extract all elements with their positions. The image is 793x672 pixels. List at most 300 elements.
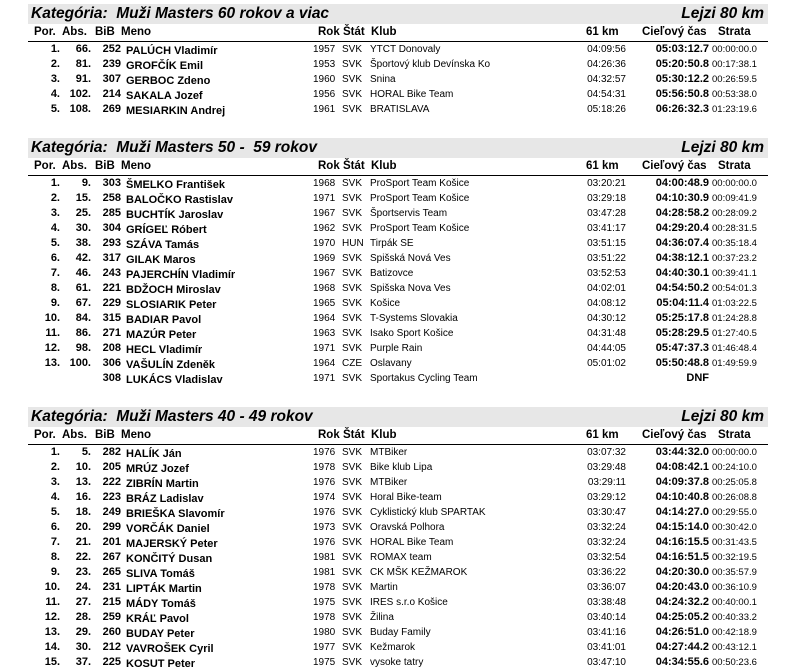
split-time-cell: 04:02:01: [587, 283, 626, 294]
birth-year-cell: 1971: [313, 193, 336, 204]
club-cell: Cyklistický klub SPARTAK: [370, 507, 486, 518]
split-time-cell: 04:08:12: [587, 298, 626, 309]
split-time-cell: 03:32:54: [587, 552, 626, 563]
bib-cell: 229: [102, 297, 121, 309]
rider-name-cell: LUKÁCS Vladislav: [126, 374, 223, 386]
bib-cell: 269: [102, 103, 121, 115]
rank-cell: 10.: [44, 581, 60, 593]
category-title: Kategória: Muži Masters 40 - 49 rokov: [31, 408, 313, 425]
rider-name-cell: MESIARKIN Andrej: [126, 105, 226, 117]
time-gap-cell: 00:39:41.1: [712, 268, 757, 279]
overall-rank-cell: 21.: [75, 536, 91, 548]
rank-cell: 5.: [50, 103, 60, 115]
result-row: [28, 475, 768, 490]
rank-cell: 5.: [50, 506, 60, 518]
time-gap-cell: 00:00:00.0: [712, 447, 757, 458]
finish-time-cell: 03:44:32.0: [655, 446, 709, 458]
country-cell: SVK: [342, 597, 363, 608]
col-abs: Abs.: [62, 429, 87, 441]
split-time-cell: 03:32:24: [587, 537, 626, 548]
club-cell: Horal Bike-team: [370, 492, 442, 503]
bib-cell: 299: [102, 521, 121, 533]
overall-rank-cell: 38.: [75, 237, 91, 249]
club-cell: Kežmarok: [370, 642, 416, 653]
col-club: Klub: [371, 160, 397, 172]
rider-name-cell: LIPTÁK Martin: [126, 583, 202, 595]
col-name: Meno: [121, 26, 152, 38]
bib-cell: 317: [102, 252, 121, 264]
col-abs: Abs.: [62, 160, 87, 172]
rank-cell: 2.: [50, 58, 60, 70]
country-cell: SVK: [342, 552, 363, 563]
result-row: [28, 625, 768, 640]
rider-name-cell: BRÁZ Ladislav: [126, 493, 204, 505]
birth-year-cell: 1962: [313, 223, 336, 234]
bib-cell: 223: [102, 491, 121, 503]
overall-rank-cell: 46.: [75, 267, 91, 279]
finish-time-cell: 04:16:15.5: [655, 536, 709, 548]
country-cell: SVK: [342, 283, 363, 294]
finish-time-cell: 04:20:43.0: [655, 581, 709, 593]
finish-time-cell: 05:50:48.8: [655, 357, 709, 369]
birth-year-cell: 1973: [313, 522, 336, 533]
result-row: [28, 87, 768, 102]
time-gap-cell: 01:23:19.6: [712, 104, 757, 115]
rank-cell: 4.: [50, 491, 60, 503]
overall-rank-cell: 67.: [75, 297, 91, 309]
col-year: Rok: [318, 26, 340, 38]
result-row: [28, 580, 768, 595]
category-section-60plus: [28, 4, 768, 117]
time-gap-cell: 01:24:28.8: [712, 313, 757, 324]
bib-cell: 307: [102, 73, 121, 85]
category-section-50-59: [28, 138, 768, 386]
result-row: [28, 595, 768, 610]
column-headers: [28, 24, 768, 41]
results-table: [28, 176, 768, 386]
overall-rank-cell: 24.: [75, 581, 91, 593]
finish-time-cell: DNF: [686, 372, 709, 384]
finish-time-cell: 04:27:44.2: [655, 641, 709, 653]
birth-year-cell: 1971: [313, 373, 336, 384]
rider-name-cell: GRÍGEĽ Róbert: [126, 224, 207, 236]
split-time-cell: 05:18:26: [587, 104, 626, 115]
result-row: [28, 102, 768, 117]
bib-cell: 258: [102, 192, 121, 204]
overall-rank-cell: 61.: [75, 282, 91, 294]
col-state: Štát: [343, 160, 365, 172]
birth-year-cell: 1969: [313, 253, 336, 264]
rank-cell: 7.: [50, 536, 60, 548]
country-cell: SVK: [342, 298, 363, 309]
club-cell: Batizovce: [370, 268, 414, 279]
rider-name-cell: VAVROŠEK Cyril: [126, 643, 214, 655]
club-cell: Spišská Nová Ves: [370, 253, 451, 264]
result-row: [28, 57, 768, 72]
country-cell: SVK: [342, 373, 363, 384]
rider-name-cell: KOSUT Peter: [126, 658, 196, 670]
rider-name-cell: ŠMELKO František: [126, 179, 226, 191]
rank-cell: 3.: [50, 207, 60, 219]
birth-year-cell: 1961: [313, 104, 336, 115]
overall-rank-cell: 86.: [75, 327, 91, 339]
country-cell: SVK: [342, 178, 363, 189]
club-cell: MTBiker: [370, 477, 408, 488]
time-gap-cell: 00:28:09.2: [712, 208, 757, 219]
club-cell: vysoke tatry: [370, 657, 424, 668]
time-gap-cell: 00:26:59.5: [712, 74, 757, 85]
finish-time-cell: 05:03:12.7: [655, 43, 709, 55]
overall-rank-cell: 30.: [75, 222, 91, 234]
time-gap-cell: 00:53:38.0: [712, 89, 757, 100]
time-gap-cell: 00:26:08.8: [712, 492, 757, 503]
result-row: [28, 520, 768, 535]
results-table: [28, 445, 768, 670]
finish-time-cell: 05:04:11.4: [656, 297, 709, 309]
overall-rank-cell: 25.: [75, 207, 91, 219]
bib-cell: 293: [102, 237, 121, 249]
finish-time-cell: 04:15:14.0: [655, 521, 709, 533]
col-finish: Cieľový čas: [642, 160, 707, 172]
birth-year-cell: 1968: [313, 178, 336, 189]
club-cell: ROMAX team: [370, 552, 432, 563]
finish-time-cell: 04:10:40.8: [655, 491, 709, 503]
split-time-cell: 03:41:17: [587, 223, 626, 234]
club-cell: Martin: [370, 582, 398, 593]
col-state: Štát: [343, 26, 365, 38]
split-time-cell: 04:30:12: [587, 313, 626, 324]
birth-year-cell: 1978: [313, 612, 336, 623]
club-cell: Športový klub Devínska Ko: [370, 59, 491, 70]
birth-year-cell: 1978: [313, 582, 336, 593]
split-time-cell: 04:31:48: [587, 328, 626, 339]
result-row: [28, 206, 768, 221]
category-header: [28, 407, 768, 427]
rank-cell: 3.: [50, 476, 60, 488]
rank-cell: 7.: [50, 267, 60, 279]
rider-name-cell: GILAK Maros: [126, 254, 196, 266]
overall-rank-cell: 18.: [75, 506, 91, 518]
time-gap-cell: 00:25:05.8: [712, 477, 757, 488]
overall-rank-cell: 66.: [75, 43, 91, 55]
rank-cell: 12.: [44, 342, 60, 354]
result-row: [28, 266, 768, 281]
club-cell: Žilina: [370, 612, 394, 623]
result-row: [28, 42, 768, 57]
rank-cell: 4.: [50, 222, 60, 234]
category-title: Kategória: Muži Masters 50 - 59 rokov: [31, 139, 317, 156]
rank-cell: 2.: [50, 192, 60, 204]
birth-year-cell: 1978: [313, 462, 336, 473]
finish-time-cell: 04:14:27.0: [655, 506, 709, 518]
rider-name-cell: MRÚZ Jozef: [126, 463, 189, 475]
club-cell: ProSport Team Košice: [370, 193, 470, 204]
birth-year-cell: 1964: [313, 313, 336, 324]
split-time-cell: 05:01:02: [587, 358, 626, 369]
col-club: Klub: [371, 26, 397, 38]
club-cell: Oslavany: [370, 358, 412, 369]
country-cell: CZE: [342, 358, 362, 369]
split-time-cell: 03:52:53: [587, 268, 626, 279]
bib-cell: 282: [102, 446, 121, 458]
col-gap: Strata: [718, 26, 751, 38]
rider-name-cell: PALÚCH Vladimír: [126, 45, 218, 57]
rider-name-cell: BDŽOCH Miroslav: [126, 284, 221, 296]
club-cell: Isako Sport Košice: [370, 328, 454, 339]
finish-time-cell: 04:08:42.1: [655, 461, 709, 473]
split-time-cell: 04:54:31: [587, 89, 626, 100]
rider-name-cell: BUCHTÍK Jaroslav: [126, 209, 224, 221]
country-cell: SVK: [342, 627, 363, 638]
col-year: Rok: [318, 429, 340, 441]
col-finish: Cieľový čas: [642, 429, 707, 441]
time-gap-cell: 00:00:00.0: [712, 44, 757, 55]
overall-rank-cell: 98.: [75, 342, 91, 354]
split-time-cell: 03:38:48: [587, 597, 626, 608]
bib-cell: 225: [102, 656, 121, 668]
time-gap-cell: 01:46:48.4: [712, 343, 757, 354]
result-row: [28, 371, 768, 386]
rank-cell: 1.: [50, 446, 60, 458]
country-cell: SVK: [342, 492, 363, 503]
club-cell: Purple Rain: [370, 343, 423, 354]
bib-cell: 212: [102, 641, 121, 653]
rider-name-cell: KONČITÝ Dusan: [126, 553, 213, 565]
finish-time-cell: 04:00:48.9: [655, 177, 709, 189]
finish-time-cell: 04:40:30.1: [655, 267, 709, 279]
birth-year-cell: 1953: [313, 59, 336, 70]
time-gap-cell: 00:54:01.3: [712, 283, 757, 294]
time-gap-cell: 00:50:23.6: [712, 657, 757, 668]
bib-cell: 265: [102, 566, 121, 578]
birth-year-cell: 1980: [313, 627, 336, 638]
split-time-cell: 04:44:05: [587, 343, 626, 354]
result-row: [28, 251, 768, 266]
overall-rank-cell: 84.: [75, 312, 91, 324]
club-cell: Športservis Team: [370, 208, 448, 219]
finish-time-cell: 04:38:12.1: [655, 252, 709, 264]
result-row: [28, 191, 768, 206]
bib-cell: 231: [102, 581, 121, 593]
country-cell: SVK: [342, 104, 363, 115]
birth-year-cell: 1976: [313, 537, 336, 548]
club-cell: ProSport Team Košice: [370, 178, 470, 189]
result-row: [28, 356, 768, 371]
split-time-cell: 03:36:22: [587, 567, 626, 578]
time-gap-cell: 00:42:18.9: [712, 627, 757, 638]
rider-name-cell: SLOSIARIK Peter: [126, 299, 217, 311]
birth-year-cell: 1977: [313, 642, 336, 653]
finish-time-cell: 05:20:50.8: [655, 58, 709, 70]
country-cell: SVK: [342, 343, 363, 354]
finish-time-cell: 05:25:17.8: [655, 312, 709, 324]
race-distance: Lejzi 80 km: [681, 139, 764, 156]
birth-year-cell: 1960: [313, 74, 336, 85]
club-cell: Spišska Nova Ves: [370, 283, 451, 294]
birth-year-cell: 1981: [313, 567, 336, 578]
rider-name-cell: MAZÚR Peter: [126, 329, 197, 341]
bib-cell: 222: [102, 476, 121, 488]
country-cell: SVK: [342, 89, 363, 100]
rider-name-cell: MÁDY Tomáš: [126, 598, 196, 610]
finish-time-cell: 04:20:30.0: [655, 566, 709, 578]
result-row: [28, 236, 768, 251]
birth-year-cell: 1971: [313, 343, 336, 354]
time-gap-cell: 01:49:59.9: [712, 358, 757, 369]
overall-rank-cell: 91.: [75, 73, 91, 85]
country-cell: SVK: [342, 582, 363, 593]
overall-rank-cell: 22.: [75, 551, 91, 563]
bib-cell: 221: [102, 282, 121, 294]
rank-cell: 9.: [50, 297, 60, 309]
bib-cell: 285: [102, 207, 121, 219]
overall-rank-cell: 28.: [75, 611, 91, 623]
category-header: [28, 138, 768, 158]
split-time-cell: 03:41:01: [587, 642, 626, 653]
time-gap-cell: 00:28:31.5: [712, 223, 757, 234]
col-por: Por.: [34, 160, 56, 172]
club-cell: BRATISLAVA: [370, 104, 430, 115]
country-cell: SVK: [342, 507, 363, 518]
overall-rank-cell: 5.: [81, 446, 91, 458]
split-time-cell: 03:51:15: [587, 238, 626, 249]
bib-cell: 214: [102, 88, 121, 100]
race-distance: Lejzi 80 km: [681, 5, 764, 22]
rank-cell: 9.: [50, 566, 60, 578]
overall-rank-cell: 100.: [69, 357, 91, 369]
result-row: [28, 505, 768, 520]
finish-time-cell: 04:09:37.8: [655, 476, 709, 488]
col-split: 61 km: [586, 429, 619, 441]
club-cell: HORAL Bike Team: [370, 537, 454, 548]
country-cell: SVK: [342, 208, 363, 219]
country-cell: SVK: [342, 447, 363, 458]
overall-rank-cell: 42.: [75, 252, 91, 264]
finish-time-cell: 05:47:37.3: [655, 342, 709, 354]
birth-year-cell: 1970: [313, 238, 336, 249]
overall-rank-cell: 9.: [81, 177, 91, 189]
rider-name-cell: KRÁĽ Pavol: [126, 613, 189, 625]
column-headers: [28, 427, 768, 444]
split-time-cell: 03:30:47: [587, 507, 626, 518]
club-cell: Tirpák SE: [370, 238, 414, 249]
country-cell: SVK: [342, 74, 363, 85]
country-cell: SVK: [342, 567, 363, 578]
rank-cell: 8.: [50, 282, 60, 294]
club-cell: CK MŠK KEŽMAROK: [370, 567, 468, 578]
time-gap-cell: 00:00:00.0: [712, 178, 757, 189]
rider-name-cell: BRIEŠKA Slavomír: [126, 508, 225, 520]
birth-year-cell: 1957: [313, 44, 336, 55]
result-row: [28, 296, 768, 311]
overall-rank-cell: 20.: [75, 521, 91, 533]
finish-time-cell: 05:30:12.2: [655, 73, 709, 85]
col-por: Por.: [34, 429, 56, 441]
rider-name-cell: VAŠULÍN Zdeněk: [126, 359, 216, 371]
rider-name-cell: VORČÁK Daniel: [126, 523, 210, 535]
finish-time-cell: 04:26:51.0: [655, 626, 709, 638]
country-cell: SVK: [342, 657, 363, 668]
rider-name-cell: SLIVA Tomáš: [126, 568, 195, 580]
rank-cell: 12.: [44, 611, 60, 623]
bib-cell: 259: [102, 611, 121, 623]
birth-year-cell: 1981: [313, 552, 336, 563]
overall-rank-cell: 37.: [75, 656, 91, 668]
rider-name-cell: HECL Vladimír: [126, 344, 203, 356]
split-time-cell: 03:20:21: [587, 178, 626, 189]
bib-cell: 315: [102, 312, 121, 324]
country-cell: HUN: [342, 238, 364, 249]
time-gap-cell: 00:40:33.2: [712, 612, 757, 623]
result-row: [28, 341, 768, 356]
rider-name-cell: ZIBRÍN Martin: [126, 478, 199, 490]
time-gap-cell: 00:09:41.9: [712, 193, 757, 204]
time-gap-cell: 00:37:23.2: [712, 253, 757, 264]
club-cell: HORAL Bike Team: [370, 89, 454, 100]
split-time-cell: 03:07:32: [587, 447, 626, 458]
rider-name-cell: HALÍK Ján: [126, 448, 182, 460]
rider-name-cell: BALOČKO Rastislav: [126, 194, 233, 206]
finish-time-cell: 05:56:50.8: [655, 88, 709, 100]
country-cell: SVK: [342, 477, 363, 488]
finish-time-cell: 04:10:30.9: [655, 192, 709, 204]
time-gap-cell: 00:35:57.9: [712, 567, 757, 578]
country-cell: SVK: [342, 642, 363, 653]
col-gap: Strata: [718, 429, 751, 441]
split-time-cell: 03:29:18: [587, 193, 626, 204]
col-finish: Cieľový čas: [642, 26, 707, 38]
country-cell: SVK: [342, 612, 363, 623]
result-row: [28, 311, 768, 326]
rank-cell: 14.: [44, 641, 60, 653]
result-row: [28, 72, 768, 87]
rider-name-cell: GERBOC Zdeno: [126, 75, 211, 87]
birth-year-cell: 1964: [313, 358, 336, 369]
finish-time-cell: 06:26:32.3: [655, 103, 709, 115]
time-gap-cell: 00:29:55.0: [712, 507, 757, 518]
rank-cell: 6.: [50, 521, 60, 533]
col-gap: Strata: [718, 160, 751, 172]
result-row: [28, 565, 768, 580]
col-club: Klub: [371, 429, 397, 441]
rank-cell: 11.: [45, 327, 60, 339]
country-cell: SVK: [342, 223, 363, 234]
col-bib: BiB: [95, 160, 115, 172]
category-section-40-49: [28, 407, 768, 670]
birth-year-cell: 1968: [313, 283, 336, 294]
overall-rank-cell: 102.: [69, 88, 91, 100]
split-time-cell: 04:32:57: [587, 74, 626, 85]
time-gap-cell: 01:03:22.5: [712, 298, 757, 309]
result-row: [28, 460, 768, 475]
club-cell: Sportakus Cycling Team: [370, 373, 478, 384]
bib-cell: 249: [102, 506, 121, 518]
rank-cell: 13.: [44, 357, 60, 369]
club-cell: ProSport Team Košice: [370, 223, 470, 234]
col-year: Rok: [318, 160, 340, 172]
rider-name-cell: BUDAY Peter: [126, 628, 195, 640]
split-time-cell: 03:47:28: [587, 208, 626, 219]
club-cell: Snina: [370, 74, 396, 85]
col-name: Meno: [121, 429, 152, 441]
country-cell: SVK: [342, 462, 363, 473]
overall-rank-cell: 13.: [75, 476, 91, 488]
country-cell: SVK: [342, 44, 363, 55]
overall-rank-cell: 29.: [75, 626, 91, 638]
overall-rank-cell: 16.: [75, 491, 91, 503]
time-gap-cell: 00:17:38.1: [712, 59, 757, 70]
club-cell: T-Systems Slovakia: [370, 313, 458, 324]
